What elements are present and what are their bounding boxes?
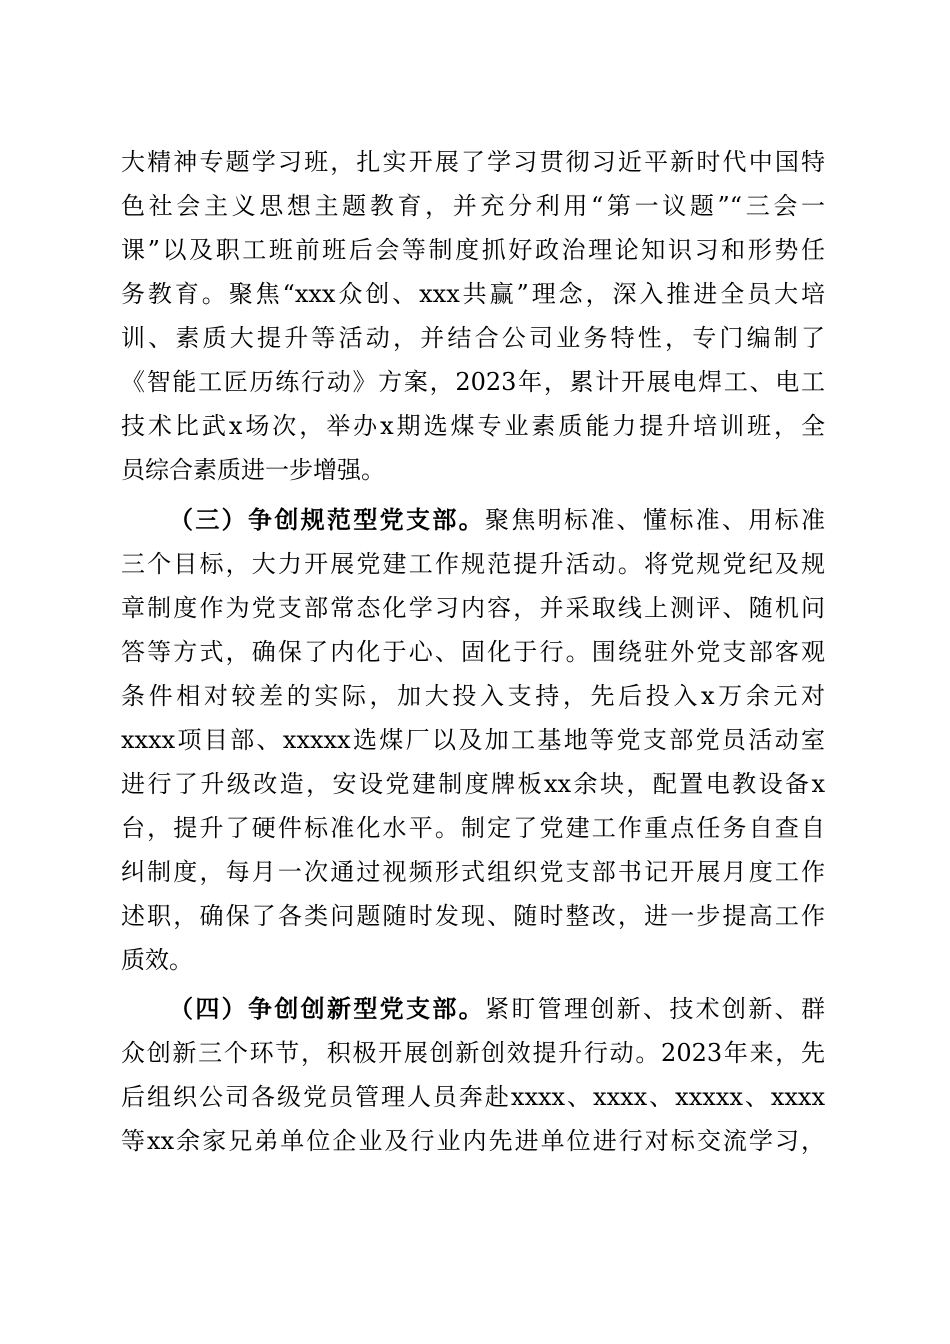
paragraph-2-line: 台，提升了硬件标准化水平。制定了党建工作重点任务自查自 [121,814,825,842]
paragraph-1 [121,140,825,492]
paragraph-2-line: 进行了升级改造，安设党建制度牌板xx余块，配置电教设备x [121,770,825,798]
paragraph-3-line: 等xx余家兄弟单位企业及行业内先进单位进行对标交流学习， [121,1127,825,1155]
paragraph-2-first-line [121,498,825,542]
paragraph-3 [121,987,825,1163]
paragraph-2-line: 章制度作为党支部常态化学习内容，并采取线上测评、随机问 [121,594,825,622]
paragraph-3-first-line [121,987,825,1031]
paragraph-2-line: 条件相对较差的实际，加大投入支持，先后投入x万余元对 [121,682,825,710]
paragraph-2-line: 质效。 [121,946,193,974]
paragraph-1-line: 务教育。聚焦“xxx众创、xxx共赢”理念，深入推进全员大培 [121,280,825,308]
paragraph-2-line: 述职，确保了各类问题随时发现、随时整改，进一步提高工作 [121,902,825,930]
paragraph-2-line: xxxx项目部、xxxxx选煤厂以及加工基地等党支部党员活动室 [121,726,825,754]
paragraph-1-line: 员综合素质进一步增强。 [121,456,385,484]
paragraph-1-line: 课”以及职工班前班后会等制度抓好政治理论知识习和形势任 [121,236,825,264]
paragraph-2-line: 纠制度，每月一次通过视频形式组织党支部书记开展月度工作 [121,858,825,886]
section-heading-3: （三）争创规范型党支部。 [169,506,485,534]
paragraph-1-line: 训、素质大提升等活动，并结合公司业务特性，专门编制了 [121,324,825,352]
section-heading-4: （四）争创创新型党支部。 [169,995,485,1023]
paragraph-2-line: 三个目标，大力开展党建工作规范提升活动。将党规党纪及规 [121,550,825,578]
paragraph-1-line: 《智能工匠历练行动》方案，2023年，累计开展电焊工、电工 [121,368,825,396]
paragraph-2-first-line-text: 聚焦明标准、懂标准、用标准 [485,506,825,534]
paragraph-1-line: 技术比武x场次，举办x期选煤专业素质能力提升培训班，全 [121,412,825,440]
paragraph-3-line: 众创新三个环节，积极开展创新创效提升行动。2023年来，先 [121,1039,825,1067]
paragraph-3-first-line-text: 紧盯管理创新、技术创新、群 [485,995,825,1023]
paragraph-2-line: 答等方式，确保了内化于心、固化于行。围绕驻外党支部客观 [121,638,825,666]
paragraph-3-line: 后组织公司各级党员管理人员奔赴xxxx、xxxx、xxxxx、xxxx [121,1083,825,1111]
paragraph-1-line: 色社会主义思想主题教育，并充分利用“第一议题”“三会一 [121,192,825,220]
paragraph-2 [121,498,825,982]
paragraph-1-line: 大精神专题学习班，扎实开展了学习贯彻习近平新时代中国特 [121,148,825,176]
